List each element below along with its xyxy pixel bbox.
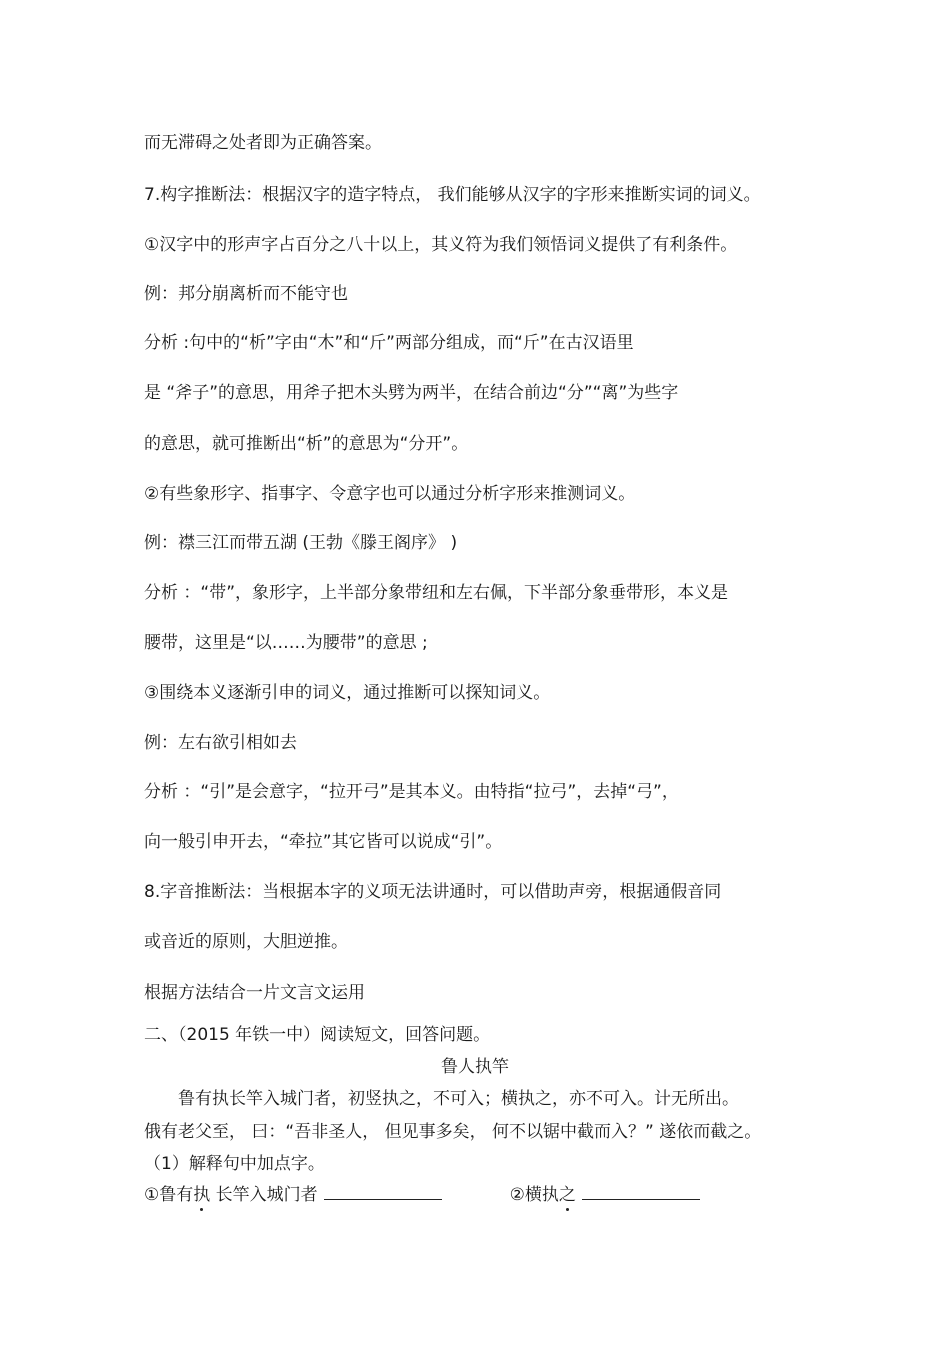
passage-paragraph: 鲁有执长竿入城门者，初竖执之，不可入；横执之，亦不可入。计无所出。 [178,1089,739,1109]
exercise-heading: 二、（2015 年铁一中）阅读短文，回答问题。 [144,1025,491,1045]
text-line: 8.字音推断法：当根据本字的义项无法讲通时，可以借助声旁，根据通假音同 [144,882,722,902]
text-line: 分析 :句中的“析”字由“木”和“斤”两部分组成，而“斤”在古汉语里 [144,333,634,353]
text-line: ③围绕本义逐渐引申的词义，通过推断可以探知词义。 [144,683,551,703]
text-line: 例：左右欲引相如去 [144,733,297,753]
text-line: 腰带，这里是“以……为腰带”的意思 ; [144,633,428,653]
text-line: 或音近的原则，大胆逆推。 [144,932,348,952]
dotted-character: 之 [558,1185,576,1205]
text-line: 例：襟三江而带五湖 (王勃《滕王阁序》 ) [144,533,458,553]
text-line: ①汉字中的形声字占百分之八十以上，其义符为我们领悟词义提供了有利条件。 [144,235,738,255]
passage-title: 鲁人执竿 [441,1057,509,1077]
question-item-text: ①鲁有 [144,1185,194,1205]
text-line: 分析 ：“带”，象形字，上半部分象带纽和左右佩，下半部分象垂带形，本义是 [144,583,729,603]
text-line: 向一般引申开去，“牵拉”其它皆可以说成“引”。 [144,832,503,852]
text-line: 根据方法结合一片文言文运用 [144,983,365,1003]
dotted-character: 执 [193,1185,211,1205]
text-line: 例：邦分崩离析而不能守也 [144,284,348,304]
answer-blank[interactable] [324,1185,442,1200]
text-line: 分析 ：“引”是会意字，“拉开弓”是其本义。由特指“拉弓”，去掉“弓”， [144,782,679,802]
question-item-row [144,1183,700,1207]
text-line: 是 “斧子”的意思，用斧子把木头劈为两半，在结合前边“分”“离”为些字 [144,383,679,403]
text-line: ②有些象形字、指事字、令意字也可以通过分析字形来推测词义。 [144,484,636,504]
answer-blank[interactable] [582,1185,700,1200]
passage-paragraph: 俄有老父至， 曰：“吾非圣人， 但见事多矣， 何不以锯中截而入？” 遂依而截之。 [144,1122,762,1142]
question-instruction: （1）解释句中加点字。 [144,1154,325,1174]
text-line: 7.构字推断法：根据汉字的造字特点， 我们能够从汉字的字形来推断实词的词义。 [144,185,761,205]
question-item-text: 长竿入城门者 [210,1185,318,1205]
text-line: 的意思，就可推断出“析”的意思为“分开”。 [144,434,469,454]
text-line: 而无滞碍之处者即为正确答案。 [144,133,382,153]
question-item-text: ②横执 [509,1185,559,1205]
